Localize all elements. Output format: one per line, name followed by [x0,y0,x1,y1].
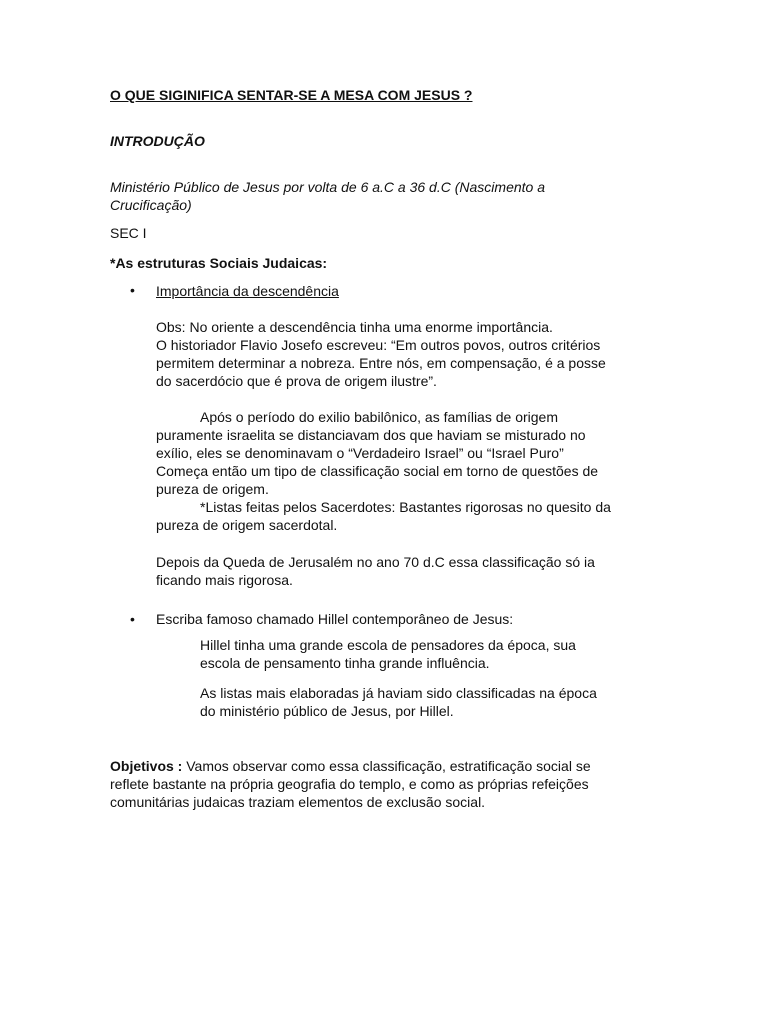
listas-line-2: pureza de origem sacerdotal. [156,517,338,533]
page-title: O QUE SIGINIFICA SENTAR-SE A MESA COM JESUS ? [110,87,473,103]
obs-paragraph [156,318,662,390]
queda-line-1: Depois da Queda de Jerusalém no ano 70 d.C essa classificação só ia [156,554,595,570]
listas-hillel-line-2: do ministério público de Jesus, por Hillel. [200,703,454,719]
estruturas-heading: *As estruturas Sociais Judaicas: [110,255,328,271]
listas-line-1: *Listas feitas pelos Sacerdotes: Bastantes rigorosas no quesito da [200,499,611,515]
exilio-paragraph [156,408,662,534]
bullet-heading-descendencia: Importância da descendência [156,283,339,299]
objetivos-label: Objetivos : [110,758,183,774]
ministerio-paragraph [110,178,670,214]
objetivos-line-3: comunitárias judaicas traziam elementos de exclusão social. [110,794,486,810]
exilio-line-2: puramente israelita se distanciavam dos que haviam se misturado no [156,427,586,443]
obs-line-1: Obs: No oriente a descendência tinha uma enorme importância. [156,319,553,335]
queda-line-2: ficando mais rigorosa. [156,572,293,588]
exilio-line-4: Começa então um tipo de classificação social em torno de questões de [156,463,599,479]
exilio-line-5: pureza de origem. [156,481,269,497]
bullet-heading-hillel: Escriba famoso chamado Hillel contemporâneo de Jesus: [156,611,514,627]
listas-hillel-line-1: As listas mais elaboradas já haviam sido classificadas na época [200,685,597,701]
hillel-line-1: Hillel tinha uma grande escola de pensadores da época, sua [200,637,576,653]
exilio-line-3: exílio, eles se denominavam o “Verdadeiro Israel” ou “Israel Puro” [156,445,564,461]
hillel-paragraph [200,636,670,672]
obs-line-3: permitem determinar a nobreza. Entre nós, em compensação, é a posse [156,355,606,371]
queda-paragraph [156,553,662,589]
obs-line-2: O historiador Flavio Josefo escreveu: “Em outros povos, outros critérios [156,337,601,353]
listas-hillel-paragraph [200,684,670,720]
objetivos-paragraph [110,757,680,811]
sec-label: SEC I [110,225,147,241]
bullet-icon: • [130,611,135,627]
objetivos-line-2: reflete bastante na própria geografia do templo, e como as próprias refeições [110,776,589,792]
exilio-line-1: Após o período do exilio babilônico, as famílias de origem [200,409,558,425]
ministerio-line-2: Crucificação) [110,197,192,213]
hillel-line-2: escola de pensamento tinha grande influência. [200,655,490,671]
obs-line-4: do sacerdócio que é prova de origem ilustre”. [156,373,437,389]
section-heading-introducao: INTRODUÇÃO [110,133,205,149]
objetivos-line-1: Vamos observar como essa classificação, estratificação social se [182,758,591,774]
ministerio-line-1: Ministério Público de Jesus por volta de 6 a.C a 36 d.C (Nascimento a [110,179,545,195]
bullet-icon: • [130,282,135,298]
